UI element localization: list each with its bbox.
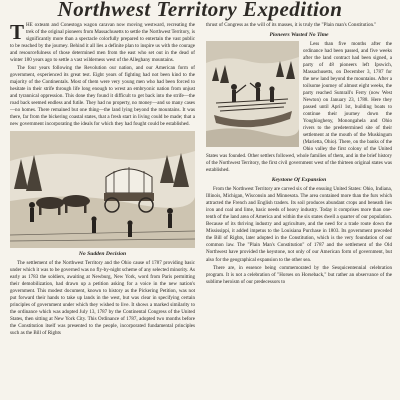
left-paragraph-2-text: The four years following the Revolution our nation, and our American form of government, experienced its great test. Eight years of fighting had not been kind to the majority of the Continentals. Most of them were very young men who had been forced to hesitate in their strife through life long enough to wrest an embryonic nation from unjust and tyrannical oppression. This done they found it difficult to get back into the strife—the road back seemed endless and futile. They had no property, no money—and so many cases—no homes. There remained but one thing—the land lying beyond the mountains. It was there, far from the bickering coastal states, that a fresh start in living could be made; that a new government incorporating the ideals for which they had fought could be established. [10, 65, 195, 128]
left-paragraph-3: The settlement of the Northwest Territory and the Ohio cause of 1787 providing basic under which it was to be governed was no fly-by-night scheme of any selected minority. As early as 1783 the soldiers, awaiting at Newburg, New York, word from Paris permitting their demobilization, had drawn up a petition asking for a voice in the new nation's government. This modest document, known to history as the Pickering Petition, was not put forward their hands to take up lands in the west, but was clear in specifying certain principles of government under which they wished to live. It shows a marked similarity to the ordinance which was adopted July 13, 1787 by the Continental Congress of the United States, then sitting at New York City. This Ordinance of 1787, adopted two months before the Constitution itself was presented to the people, incorporated fundamental principles such as the Bill of Rights [10, 260, 195, 337]
right-paragraph-3: From the Northwest Territory are carved six of the ensuing United States: Ohio, Indiana, Illinois, Michigan, Wisconsin and Minnesota. The area contained more than the furs which attracted the French and English traders. Its soil produces abundant crops and beneath lies iron and coal and lime, basic needs of heavy industry. Today it comprises more than one-tenth of the land area of America and within the six states dwell a quarter of our population. Because of its thriving industry and agriculture, and the need for a trade route down the Mississippi, it added impetus to the Louisiana Purchase in 1803. Its government preceded the Bill of Rights, later adopted in the Constitution, which is the very foundation of our common law. The "Plain Man's Constitution" of 1787 and the settlement of the Old Northwest have provided the keystone, not only of our American form of government, but also for the geographical expansion to the other sea. [206, 186, 392, 263]
page-title: Northwest Territory Expedition [57, 0, 343, 21]
right-paragraph-2 [206, 41, 392, 174]
right-paragraph-2-text: Less than five months after the ordinance had been passed, and five weeks after the land contract had been signed, a party of 48 pioneers left Ipswich, Massachusetts, on December 3, 1787 for the new land beyond the mountains. After a toilsome journey of almost eight weeks, the party reached Sumrall's Ferry (now West Newton) on January 23, 1788. Here they passed until April 1st, building boats to continue their journey down the Youghiogheny, Monongahela and Ohio rivers to the predetermined site of their settlement at the mouth of the Muskingum (Marietta, Ohio). There, on the banks of the Ohio valley the first colony of the United States was founded. Other settlers followed, whole families of them, and in the brief history of the Northwest Territory, the first civil government west of the thirteen original states was established. [206, 41, 392, 174]
right-paragraph-4: There are, in essence being commemorated by the Sesquicentennial celebration program. It is not a celebration of "Horses on Horseback," but rather an observance of the sublime heroism of our predecessors to [206, 264, 392, 285]
pioneer-wagon-train-illustration-icon [10, 131, 195, 248]
intro-text: HE oxteam and Conestoga wagon caravan now moving westward, recreating the trek of the original pioneers from Massachusetts to settle the Northwest Territory, is significantly more than a spectacle colorfully prepared to entertain the vast public to be reached by the journey. Behind it all lies a definite plan to inspire us with the courage and resourcefulness of those determined men from the east who set out in the dead of winter 180 years ago to settle a vast wilderness west of the Alleghany mountains. [10, 22, 195, 64]
right-paragraph-1: thrust of Congress as the will of its masses, it is truly the "Plain man's Constitution." [206, 22, 377, 28]
intro-paragraph [10, 22, 195, 64]
boat-builders-illustration-icon [206, 41, 299, 147]
left-paragraph-2 [10, 65, 195, 128]
drop-cap: T [10, 22, 25, 44]
section-heading-keystone: Keystone Of Expansion [271, 177, 327, 184]
section-heading-no-sudden-decision: No Sudden Decision [78, 251, 127, 258]
right-column [206, 22, 392, 396]
left-column [10, 22, 195, 396]
section-heading-pioneers: Pioneers Wasted No Time [269, 32, 329, 39]
